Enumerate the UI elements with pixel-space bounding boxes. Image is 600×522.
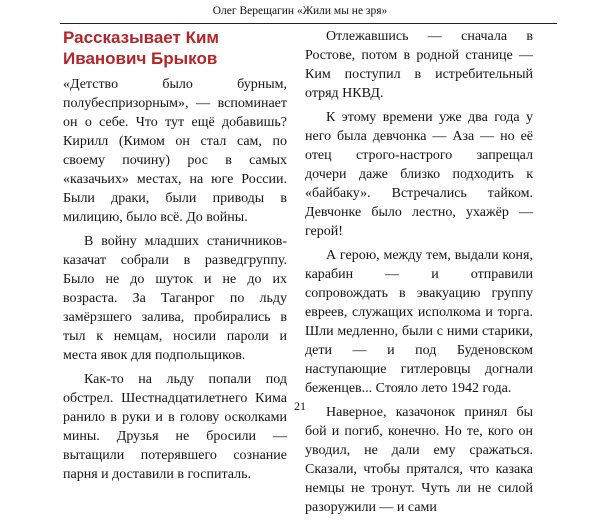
page-number: 21 [294,399,306,413]
right-column [305,27,533,522]
running-header: Олег Верещагин «Жили мы не зря» [212,5,388,17]
paragraph-left-1: «Детство было бурным, полубеспризорным», — вспоминает он о себе. Что тут ещё добавишь? Кирилл (Кимом он стал сам, по своему почину) рос в самых «казачьих» местах, на юге России. Были драки, были приводы в милицию, было всё. До войны. [63,77,287,225]
paragraph-right-3: А герою, между тем, выдали коня, карабин — и отправили сопровождать в эвакуацию группу евреев, служащих исполкома и торга. Шли медленно, были с ними старики, дети — и под Буденовском наступающие гитлеровцы догнали беженцев... Стояло лето 1942 года. [305,248,533,396]
article-title: Рассказывает Ким Иванович Брыков [63,28,219,68]
paragraph-right-1: Отлежавшись — сначала в Ростове, потом в родной станице — Ким поступил в истребительный отряд НКВД. [305,29,533,101]
paragraph-right-4: Наверное, казачонок принял бы бой и погиб, конечно. Но те, кого он уводил, не дали ему сражаться. Сказали, чтобы прятался, что казака немцы не тронут. Чуть ли не силой разоружили — и сами [305,405,533,515]
paragraph-left-3: Как-то на льду попали под обстрел. Шестнадцатилетнего Кима ранило в руки и в голову осколками мины. Друзья не бросили — вытащили потерявшего сознание парня и доставили в госпиталь. [63,372,287,482]
header-divider [60,23,557,24]
paragraph-right-2: К этому времени уже два года у него была девчонка — Аза — но её отец строго-настрого запрещал дочери даже близко подходить к «байбаку». Встречались тайком. Девчонке было лестно, ухажёр — герой! [305,110,533,239]
left-column [63,27,287,489]
paragraph-left-2: В войну младших станичников-казачат собрали в разведгруппу. Было не до шуток и не до их возраста. За Таганрог по льду замёрзшего залива, пробирались в тыл к немцам, носили пароли и места явок для подпольщиков. [63,234,287,363]
